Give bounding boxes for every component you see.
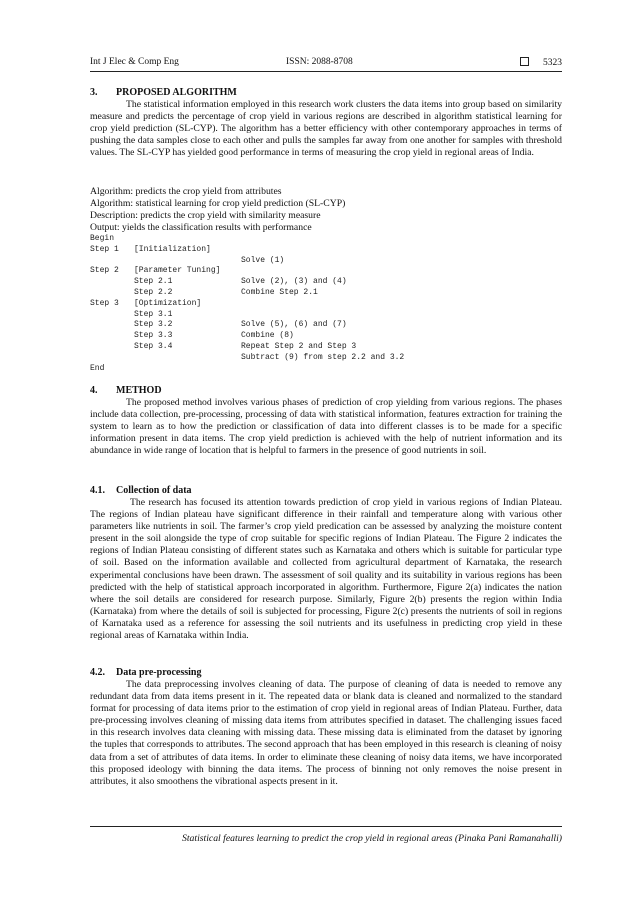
section-method bbox=[90, 384, 562, 457]
algorithm-line: Output: yields the classification results with performance bbox=[90, 222, 312, 233]
footer-text: Statistical features learning to predict the crop yield in regional areas (Pinaka Pani Ramanahalli) bbox=[182, 833, 562, 844]
section-number: 4.2. bbox=[90, 667, 105, 678]
step-action: Subtract (9) from step 2.2 and 3.2 bbox=[241, 352, 405, 362]
algorithm-step-row bbox=[90, 310, 562, 321]
section-title: Data pre-processing bbox=[116, 667, 202, 678]
step-detail: [Optimization] bbox=[134, 298, 202, 308]
section-heading bbox=[90, 384, 562, 397]
section-number: 3. bbox=[90, 87, 98, 98]
section-title: PROPOSED ALGORITHM bbox=[116, 87, 237, 98]
algorithm-step-row bbox=[90, 299, 562, 310]
paragraph-text: The statistical information employed in this research work clusters the data items into group based on similarity measure and predicts the percentage of crop yield in various regions are described in algorithm statistical learning for crop yield prediction (SL-CYP). The algorithm has a better efficiency with other contemporary approaches in terms of pushing the data samples close to each other and pulls the samples far away from one another for samples with threshold values. The SL-CYP has yielded good performance in terms of measuring the crop yield in regional areas of India. bbox=[90, 99, 562, 159]
section-title: METHOD bbox=[116, 385, 162, 396]
section-number: 4. bbox=[90, 385, 98, 396]
step-detail: Step 2.1 bbox=[134, 277, 173, 287]
section-data-preprocessing bbox=[90, 666, 562, 788]
section-heading bbox=[90, 484, 562, 497]
step-action: Combine Step 2.1 bbox=[241, 287, 318, 297]
algorithm-step-row bbox=[90, 288, 562, 299]
algorithm-step-row bbox=[90, 234, 562, 245]
section-collection-of-data bbox=[90, 484, 562, 642]
paragraph bbox=[90, 497, 562, 642]
step-detail: Step 3.4 bbox=[134, 341, 173, 351]
algorithm-step-row bbox=[90, 266, 562, 277]
step-detail: Step 3.3 bbox=[134, 331, 173, 341]
algorithm-line: Algorithm: statistical learning for crop yield prediction (SL-CYP) bbox=[90, 198, 346, 209]
algorithm-line: Algorithm: predicts the crop yield from attributes bbox=[90, 186, 282, 197]
step-detail: Step 2.2 bbox=[134, 287, 173, 297]
algorithm-block bbox=[90, 186, 562, 374]
section-heading bbox=[90, 666, 562, 679]
paragraph bbox=[90, 99, 562, 159]
section-proposed-algorithm bbox=[90, 86, 562, 159]
step-action: Solve (5), (6) and (7) bbox=[241, 320, 347, 330]
running-footer bbox=[90, 826, 562, 844]
checkbox-icon bbox=[520, 57, 529, 66]
paragraph bbox=[90, 679, 562, 788]
algorithm-step-row bbox=[90, 245, 562, 256]
step-action: Solve (1) bbox=[241, 255, 285, 265]
algorithm-step-row bbox=[90, 353, 562, 364]
algorithm-step-row bbox=[90, 364, 562, 375]
step-action: Solve (2), (3) and (4) bbox=[241, 277, 347, 287]
algorithm-step-row bbox=[90, 277, 562, 288]
page-number: 5323 bbox=[543, 58, 562, 68]
algorithm-steps bbox=[90, 234, 562, 374]
step-label: Begin bbox=[90, 234, 115, 243]
step-label: Step 1 bbox=[90, 244, 119, 254]
algorithm-step-row bbox=[90, 320, 562, 331]
section-number: 4.1. bbox=[90, 485, 105, 496]
running-header bbox=[90, 57, 562, 72]
step-action: Combine (8) bbox=[241, 331, 294, 341]
algorithm-step-row bbox=[90, 256, 562, 267]
step-action: Repeat Step 2 and Step 3 bbox=[241, 341, 357, 351]
algorithm-line: Description: predicts the crop yield with similarity measure bbox=[90, 210, 321, 221]
algorithm-step-row bbox=[90, 342, 562, 353]
algorithm-step-row bbox=[90, 331, 562, 342]
step-label: Step 2 bbox=[90, 266, 119, 276]
step-detail: Step 3.1 bbox=[134, 309, 173, 319]
step-detail: [Initialization] bbox=[134, 244, 211, 254]
paragraph-text: The proposed method involves various phases of prediction of crop yielding from various regions. The phases include data collection, pre-processing, processing of data with statistical information, features extraction for training the system to learn as to how the prediction or classification of data into different classes is to be made for a specific information present in data items. The crop yield prediction is achieved with the help of nutrient information and its abundance in wide range of location that is helpful to farmers in the presence of good nutrients in soil. bbox=[90, 397, 562, 457]
paragraph-text: The data preprocessing involves cleaning of data. The purpose of cleaning of data is needed to remove any redundant data from data items present in it. The repeated data or blank data is cleaned and normalized to the standard format for processing of data items prior to the estimation of crop yield in regional areas of Indian Plateau. Further, data pre-processing involves cleaning of missing data items from attributes specified in dataset. The challenging issues faced in this research involves data cleaning with missing data. These missing data is eliminated from the dataset by ignoring the tuples that corresponds to attributes. The second approach that has been employed in this research is cleaning of noisy data from a set of attributes of data items. In order to eliminate these cleaning of noisy data items, we have incorporated this proposed ideology with binning the data items. The process of binning not only removes the noise present in attributes, it also smoothens the vibrational aspects present in it. bbox=[90, 679, 562, 787]
issn: ISSN: 2088-8708 bbox=[286, 57, 353, 67]
section-heading bbox=[90, 86, 562, 99]
page-number-group bbox=[520, 57, 562, 68]
step-detail: Step 3.2 bbox=[134, 320, 173, 330]
paragraph bbox=[90, 397, 562, 457]
step-label: Step 3 bbox=[90, 298, 119, 308]
step-detail: [Parameter Tuning] bbox=[134, 266, 221, 276]
paragraph-text: The research has focused its attention towards prediction of crop yield in various regions of Indian Plateau. The regions of Indian plateau have significant difference in their rainfall and temperature along with various other parameters like nutrients in soil. The farmer’s crop yield predication can be assessed by analyzing the moisture content present in the soil alongside the type of crop suitable for specific regions of Indian Plateau. The Figure 2 indicates the regions of Indian Plateau consisting of different states such as Karnataka and others which is suitable for particular type of soil. Based on the information available and collected from agricultural department of Karnataka, the research experimental conclusions have been drawn. The assessment of soil quality and its suitability in various regions has been predicted with the help of statistical approach incorporated in algorithm. Furthermore, Figure 2(a) indicates the nation where the soil details are considered for research purpose. Similarly, Figure 2(b) presents the region within India (Karnataka) from where the details of soil is subjected for processing, Figure 2(c) presents the nutrients of soil in regions of Karnataka used as a reference for assessing the soil nutrients and its usefulness in predicting crop yield in these regional areas of Karnataka within India. bbox=[90, 497, 562, 642]
step-label: End bbox=[90, 363, 105, 373]
journal-name: Int J Elec & Comp Eng bbox=[90, 57, 179, 67]
section-title: Collection of data bbox=[116, 485, 192, 496]
